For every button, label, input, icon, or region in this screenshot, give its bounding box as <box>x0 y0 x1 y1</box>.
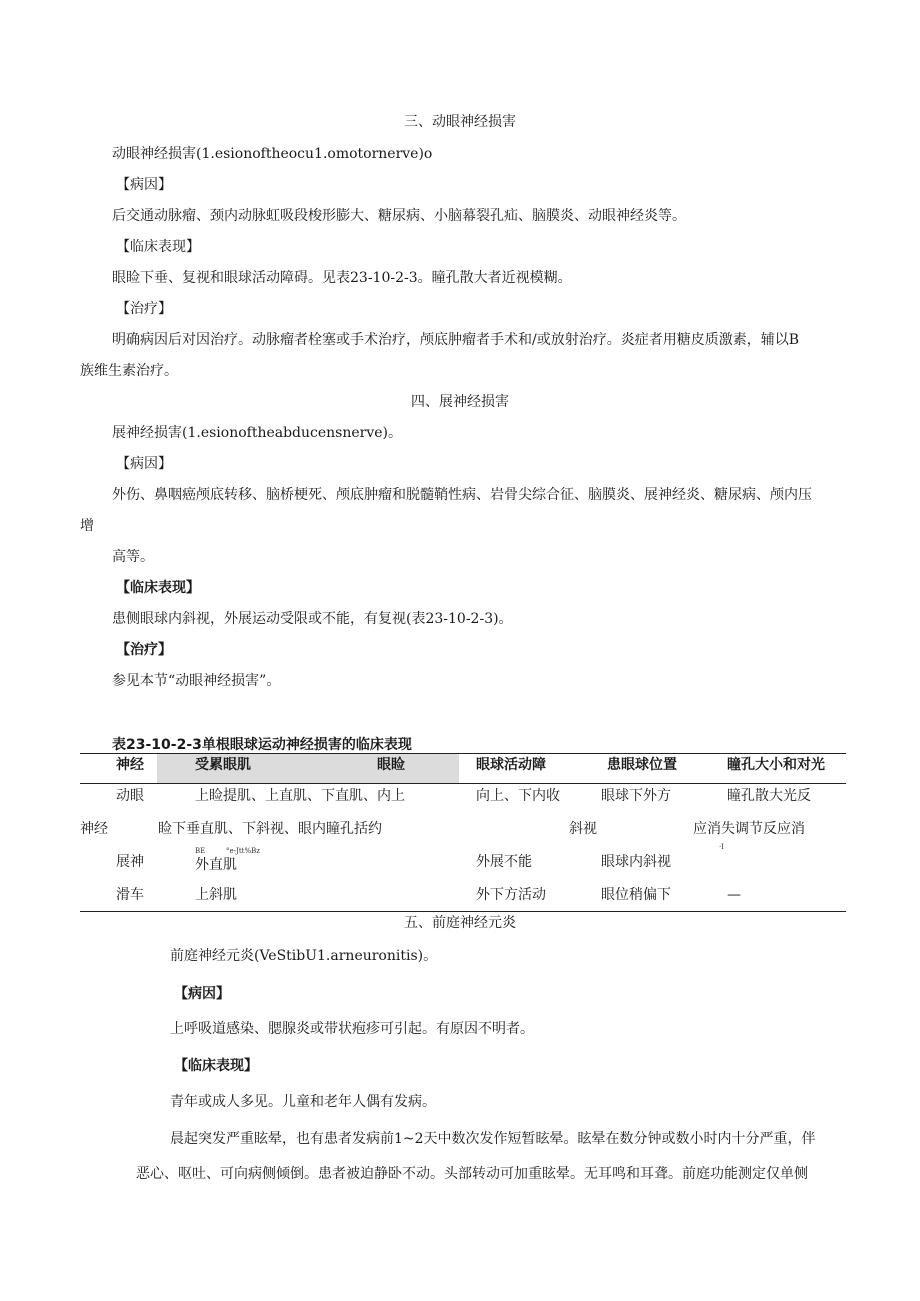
vestibular-clinical-p2-line2: 恶心、呕吐、可向病侧倾倒。患者被迫静卧不动。头部转动可加重眩晕。无耳鸣和耳聋。前庭功能测定仅单侧 <box>136 1166 808 1182</box>
table-caption: 表23-10-2-3单根眼球运动神经损害的临床表现 <box>112 737 412 753</box>
table-bottom-rule <box>80 911 846 912</box>
row1-muscle-a: 上睑提肌、上直肌、下直肌、内上 <box>195 788 405 804</box>
row3-nerve: 滑车 <box>116 887 144 903</box>
abducens-treatment-label: 【治疗】 <box>116 642 172 658</box>
scan-artifact-2: °e-Jtt%Bz <box>226 847 260 855</box>
oculomotor-treatment-line1: 明确病因后对因治疗。动脉瘤者栓塞或手术治疗，颅底肿瘤者手术和/或放射治疗。炎症者用糖皮质激素，辅以B <box>112 332 800 348</box>
table-header-nerve: 神经 <box>116 757 144 773</box>
table-header-muscle: 受累眼肌 <box>195 757 251 773</box>
vestibular-clinical-label: 【临床表现】 <box>174 1058 258 1074</box>
oculomotor-cause-label: 【病因】 <box>116 177 172 193</box>
oculomotor-clinical-text: 眼睑下垂、复视和眼球活动障碍。见表23-10-2-3。瞳孔散大者近视模糊。 <box>112 270 572 286</box>
abducens-cause-line3: 高等。 <box>112 549 154 565</box>
table-header-rule <box>80 783 846 784</box>
abducens-cause-label: 【病因】 <box>116 456 172 472</box>
table-header-pupil: 瞳孔大小和对光 <box>727 757 825 773</box>
row2-position: 眼球内斜视 <box>601 854 671 870</box>
oculomotor-treatment-line2: 族维生素治疗。 <box>80 363 178 379</box>
abducens-clinical-text: 患侧眼球内斜视，外展运动受限或不能，有复视(表23-10-2-3)。 <box>112 611 513 627</box>
vestibular-cause-text: 上呼吸道感染、腮腺炎或带状疱疹可引起。有原因不明者。 <box>170 1021 534 1037</box>
scan-artifact-3: ·I <box>719 843 724 851</box>
section-title-abducens: 四、展神经损害 <box>411 394 509 410</box>
oculomotor-treatment-label: 【治疗】 <box>116 301 172 317</box>
vestibular-clinical-p2-line1: 晨起突发严重眩晕，也有患者发病前1~2天中数次发作短暂眩晕。眩晕在数分钟或数小时内十分严重，伴 <box>170 1131 816 1147</box>
abducens-clinical-label: 【临床表现】 <box>116 580 200 596</box>
section-title-oculomotor: 三、动眼神经损害 <box>404 114 516 130</box>
vestibular-clinical-p1: 青年或成人多见。儿童和老年人偶有发病。 <box>170 1094 436 1110</box>
abducens-cause-line1: 外伤、鼻咽癌颅底转移、脑桥梗死、颅底肿瘤和脱髓鞘性病、岩骨尖综合征、脑膜炎、展神经炎、糖尿病、颅内压 <box>112 487 812 503</box>
row3-pupil: — <box>727 887 741 903</box>
abducens-treatment-text: 参见本节“动眼神经损害”。 <box>112 673 281 689</box>
row1-pupil-b: 应消失调节反应消 <box>693 821 805 837</box>
oculomotor-intro: 动眼神经损害(1.esionoftheocu1.omotornerve)o <box>112 146 433 162</box>
row1-nerve-b: 神经 <box>80 821 108 837</box>
row3-motion: 外下方活动 <box>476 887 546 903</box>
row2-muscle: 外直肌 <box>195 857 237 873</box>
abducens-intro: 展神经损害(1.esionoftheabducensnerve)。 <box>112 425 403 441</box>
vestibular-intro: 前庭神经元炎(VeStibU1.arneuronitis)。 <box>170 948 438 964</box>
vestibular-cause-label: 【病因】 <box>174 986 230 1002</box>
oculomotor-clinical-label: 【临床表现】 <box>116 239 200 255</box>
row3-muscle: 上斜肌 <box>195 887 237 903</box>
abducens-cause-line2: 增 <box>80 518 94 534</box>
row1-position-a: 眼球下外方 <box>601 788 671 804</box>
row1-motion-b: 斜视 <box>569 821 597 837</box>
row2-motion: 外展不能 <box>476 854 532 870</box>
scan-artifact-1: BE <box>195 847 206 855</box>
row1-nerve-a: 动眼 <box>116 788 144 804</box>
row2-nerve: 展神 <box>116 854 144 870</box>
section-title-vestibular: 五、前庭神经元炎 <box>404 915 516 931</box>
table-header-position: 患眼球位置 <box>607 757 677 773</box>
row1-muscle-b: 睑下垂直肌、下斜视、眼内瞳孔括约 <box>158 821 382 837</box>
row1-motion-a: 向上、下内收 <box>476 788 560 804</box>
table-header-motion: 眼球活动障 <box>476 757 546 773</box>
row3-position: 眼位稍偏下 <box>601 887 671 903</box>
row1-pupil-a: 瞳孔散大光反 <box>727 788 811 804</box>
oculomotor-cause-text: 后交通动脉瘤、颈内动脉虹吸段梭形膨大、糖尿病、小脑幕裂孔疝、脑膜炎、动眼神经炎等。 <box>112 208 686 224</box>
table-header-eyelid: 眼睑 <box>377 757 405 773</box>
